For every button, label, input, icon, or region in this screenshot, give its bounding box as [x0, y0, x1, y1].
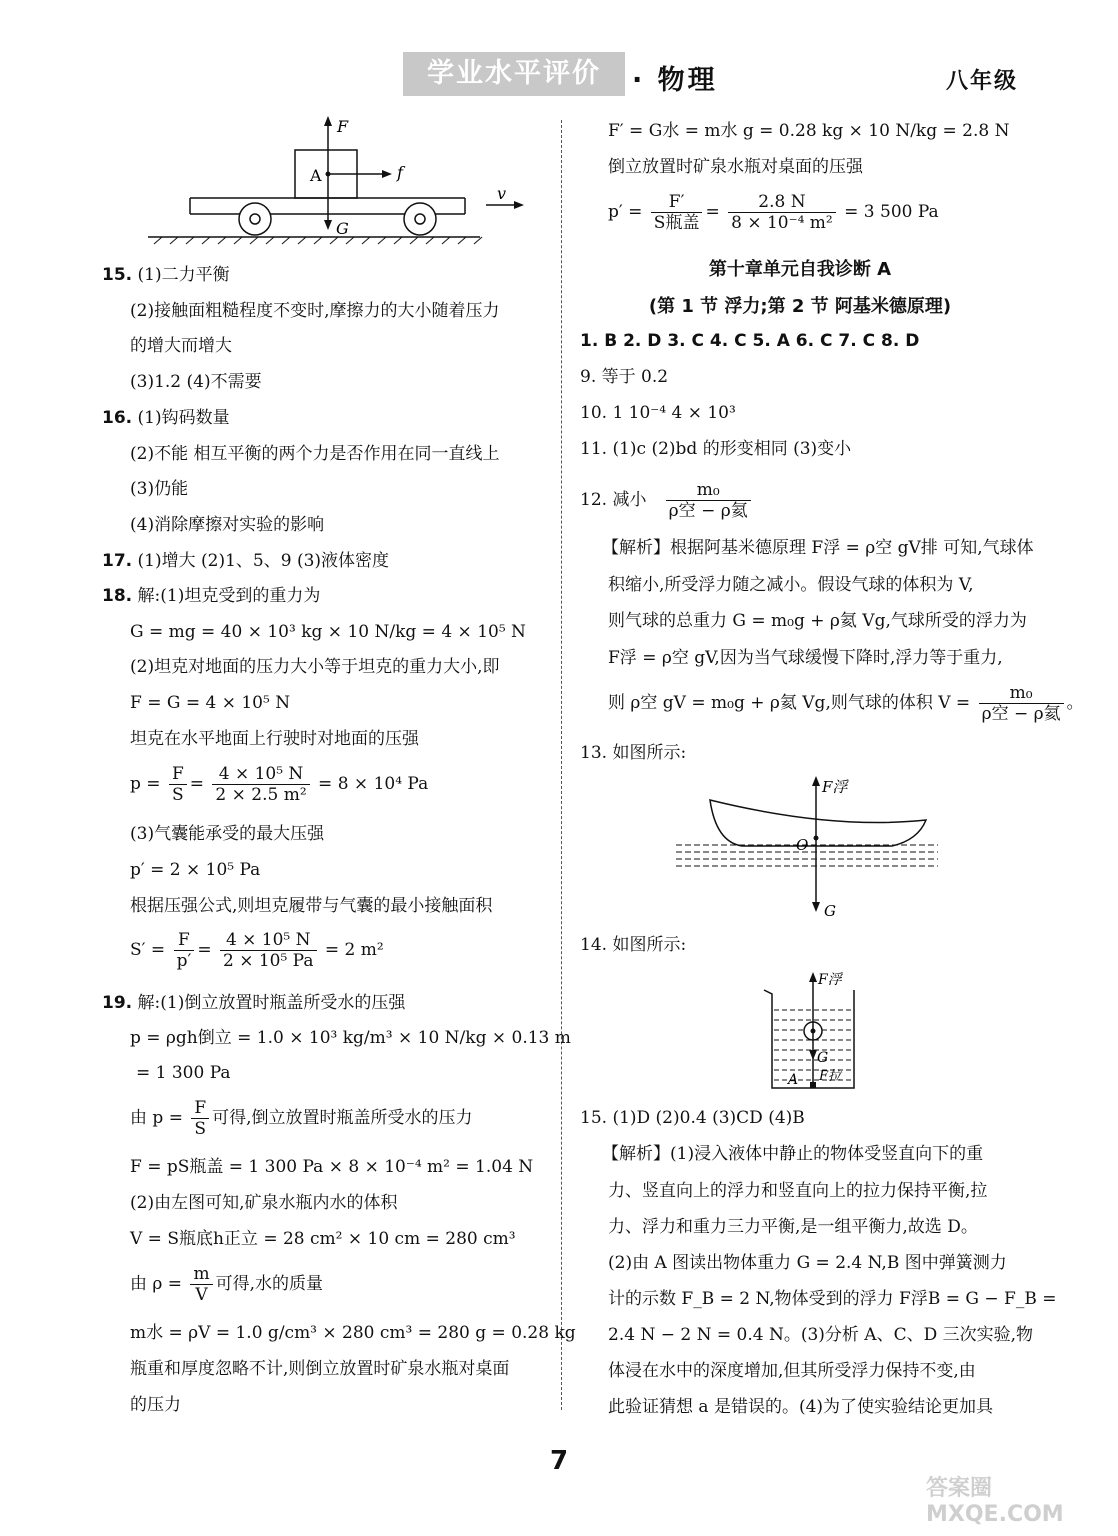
- q19-item: 19. 解:(1)倒立放置时瓶盖所受水的压强: [102, 993, 406, 1013]
- q12-answer: 12. 减小 $\frac{\text{m₀}}{\text{ρ空 − ρ氦}}$: [580, 480, 754, 521]
- q12-explain-5: 则 ρ空 gV = m₀g + ρ氦 Vg,则气球的体积 V = $\frac{\text{m₀}}{\text{ρ空 − ρ氦}}$ 。: [608, 683, 1084, 724]
- q19-line4: F = pS瓶盖 = 1 300 Pa × 8 × 10⁻⁴ m² = 1.04 N: [130, 1157, 534, 1177]
- q15-line4: (3)1.2 (4)不需要: [130, 372, 262, 392]
- q19-line3: 由 p = $\frac{F}{S}$ 可得,倒立放置时瓶盖所受水的压力: [130, 1098, 473, 1139]
- grade-label: 八年级: [946, 69, 1019, 94]
- q11-answer: 11. (1)c (2)bd 的形变相同 (3)变小: [580, 439, 852, 459]
- q18-area-formula: S′ = $\frac{F}{p'}$ = $\frac{\text{4 × 10⁵ N}}{\text{2 × 10⁵ Pa}}$ = 2 m²: [130, 930, 384, 971]
- q16-line4: (4)消除摩擦对实验的影响: [130, 515, 325, 535]
- label-A-beaker: A: [788, 1072, 799, 1088]
- q19-line6: V = S瓶底h正立 = 28 cm² × 10 cm = 280 cm³: [130, 1229, 516, 1249]
- label-G-boat: G: [824, 902, 836, 920]
- r-line2: 倒立放置时矿泉水瓶对桌面的压强: [608, 157, 863, 177]
- q15-answer: 15. (1)D (2)0.4 (3)CD (4)B: [580, 1108, 805, 1128]
- q14-label: 14. 如图所示:: [580, 935, 687, 955]
- q15-explain-6: 2.4 N − 2 N = 0.4 N。(3)分析 A、C、D 三次实验,物: [608, 1325, 1034, 1345]
- q12-explain-3: 则气球的总重力 G = m₀g + ρ氦 Vg,气球所受的浮力为: [608, 611, 1027, 631]
- series-title: 学业水平评价: [403, 52, 625, 96]
- q15-explain-2: 力、竖直向上的浮力和竖直向上的拉力保持平衡,拉: [608, 1181, 988, 1201]
- label-G: G: [336, 219, 349, 238]
- section-subtitle: (第 1 节 浮力;第 2 节 阿基米德原理): [648, 296, 952, 317]
- q15-explain-7: 体浸在水中的深度增加,但其所受浮力保持不变,由: [608, 1361, 976, 1381]
- mc-answers: 1. B 2. D 3. C 4. C 5. A 6. C 7. C 8. D: [580, 331, 920, 351]
- q15-explain-8: 此验证猜想 a 是错误的。(4)为了使实验结论更加具: [608, 1397, 994, 1417]
- boat-force-diagram: [672, 770, 942, 920]
- q15-explain-3: 力、浮力和重力三力平衡,是一组平衡力,故选 D。: [608, 1217, 978, 1237]
- q15-line3: 的增大而增大: [130, 336, 232, 356]
- q10-answer: 10. 1 10⁻⁴ 4 × 10³: [580, 403, 736, 423]
- q19-line8: m水 = ρV = 1.0 g/cm³ × 280 cm³ = 280 g = 0.28 kg: [130, 1323, 576, 1343]
- label-F-pull: F拉: [819, 1069, 842, 1084]
- q18-pressure-formula: p = $\frac{F}{S}$ = $\frac{\text{4 × 10⁵ N}}{\text{2 × 2.5 m²}}$ = 8 × 10⁴ Pa: [130, 764, 429, 805]
- q19-line5: (2)由左图可知,矿泉水瓶内水的体积: [130, 1193, 398, 1213]
- q18-line3: F = G = 4 × 10⁵ N: [130, 693, 291, 713]
- cart-force-diagram: [140, 112, 540, 244]
- label-F: F: [337, 117, 349, 136]
- q18-line1: G = mg = 40 × 10³ kg × 10 N/kg = 4 × 10⁵ N: [130, 622, 526, 642]
- q18-item: 18. 解:(1)坦克受到的重力为: [102, 586, 321, 606]
- q16-line3: (3)仍能: [130, 479, 189, 499]
- watermark: 答案圈 MXQE.COM: [926, 1476, 1064, 1527]
- q18-line2: (2)坦克对地面的压力大小等于坦克的重力大小,即: [130, 657, 500, 677]
- q19-line2: = 1 300 Pa: [136, 1063, 231, 1083]
- q18-line7: p′ = 2 × 10⁵ Pa: [130, 860, 261, 880]
- q16-line2: (2)不能 相互平衡的两个力是否作用在同一直线上: [130, 444, 500, 464]
- label-F-float-beaker: F浮: [818, 972, 842, 988]
- column-divider: [561, 120, 562, 1410]
- label-A: A: [310, 166, 322, 185]
- q12-explain-1: 【解析】根据阿基米德原理 F浮 = ρ空 gV排 可知,气球体: [602, 538, 1034, 558]
- r-line1: F′ = G水 = m水 g = 0.28 kg × 10 N/kg = 2.8 N: [608, 121, 1010, 141]
- q15-line2: (2)接触面粗糙程度不变时,摩擦力的大小随着压力: [130, 301, 500, 321]
- label-F-float: F浮: [822, 778, 848, 796]
- q19-line10: 的压力: [130, 1395, 181, 1415]
- q18-line8: 根据压强公式,则坦克履带与气囊的最小接触面积: [130, 896, 493, 916]
- q15-explain-5: 计的示数 F_B = 2 N,物体受到的浮力 F浮B = G − F_B =: [608, 1289, 1057, 1309]
- q19-line1: p = ρgh倒立 = 1.0 × 10³ kg/m³ × 10 N/kg × 0.13 m: [130, 1028, 571, 1048]
- beaker-force-diagram: [758, 964, 868, 1094]
- label-O: O: [796, 836, 809, 854]
- q15-explain-1: 【解析】(1)浸入液体中静止的物体受竖直向下的重: [602, 1144, 984, 1164]
- q16-item: 16. (1)钩码数量: [102, 408, 230, 428]
- q13-label: 13. 如图所示:: [580, 743, 687, 763]
- q19-line9: 瓶重和厚度忽略不计,则倒立放置时矿泉水瓶对桌面: [130, 1359, 510, 1379]
- r-pressure-formula: p′ = $\frac{F'}{\text{S瓶盖}}$ = $\frac{2.8 N}{\text{8 × 10⁻⁴ m²}}$ = 3 500 Pa: [608, 192, 939, 233]
- page-number: 7: [549, 1446, 569, 1476]
- label-f: f: [397, 163, 403, 182]
- q12-explain-2: 积缩小,所受浮力随之减小。假设气球的体积为 V,: [608, 575, 974, 595]
- section-title: 第十章单元自我诊断 A: [708, 259, 892, 280]
- q9-answer: 9. 等于 0.2: [580, 367, 669, 387]
- q12-explain-4: F浮 = ρ空 gV,因为当气球缓慢下降时,浮力等于重力,: [608, 648, 1003, 668]
- q18-line4: 坦克在水平地面上行驶时对地面的压强: [130, 729, 419, 749]
- q19-line7: 由 ρ = $\frac{m}{V}$ 可得,水的质量: [130, 1264, 323, 1305]
- q18-line6: (3)气囊能承受的最大压强: [130, 824, 325, 844]
- label-v: v: [497, 184, 507, 203]
- q15-item: 15. (1)二力平衡: [102, 265, 230, 285]
- label-G-beaker: G: [817, 1050, 829, 1066]
- q15-explain-4: (2)由 A 图读出物体重力 G = 2.4 N,B 图中弹簧测力: [608, 1253, 1007, 1273]
- q17-item: 17. (1)增大 (2)1、5、9 (3)液体密度: [102, 551, 390, 571]
- subject-title: · 物理: [632, 65, 718, 96]
